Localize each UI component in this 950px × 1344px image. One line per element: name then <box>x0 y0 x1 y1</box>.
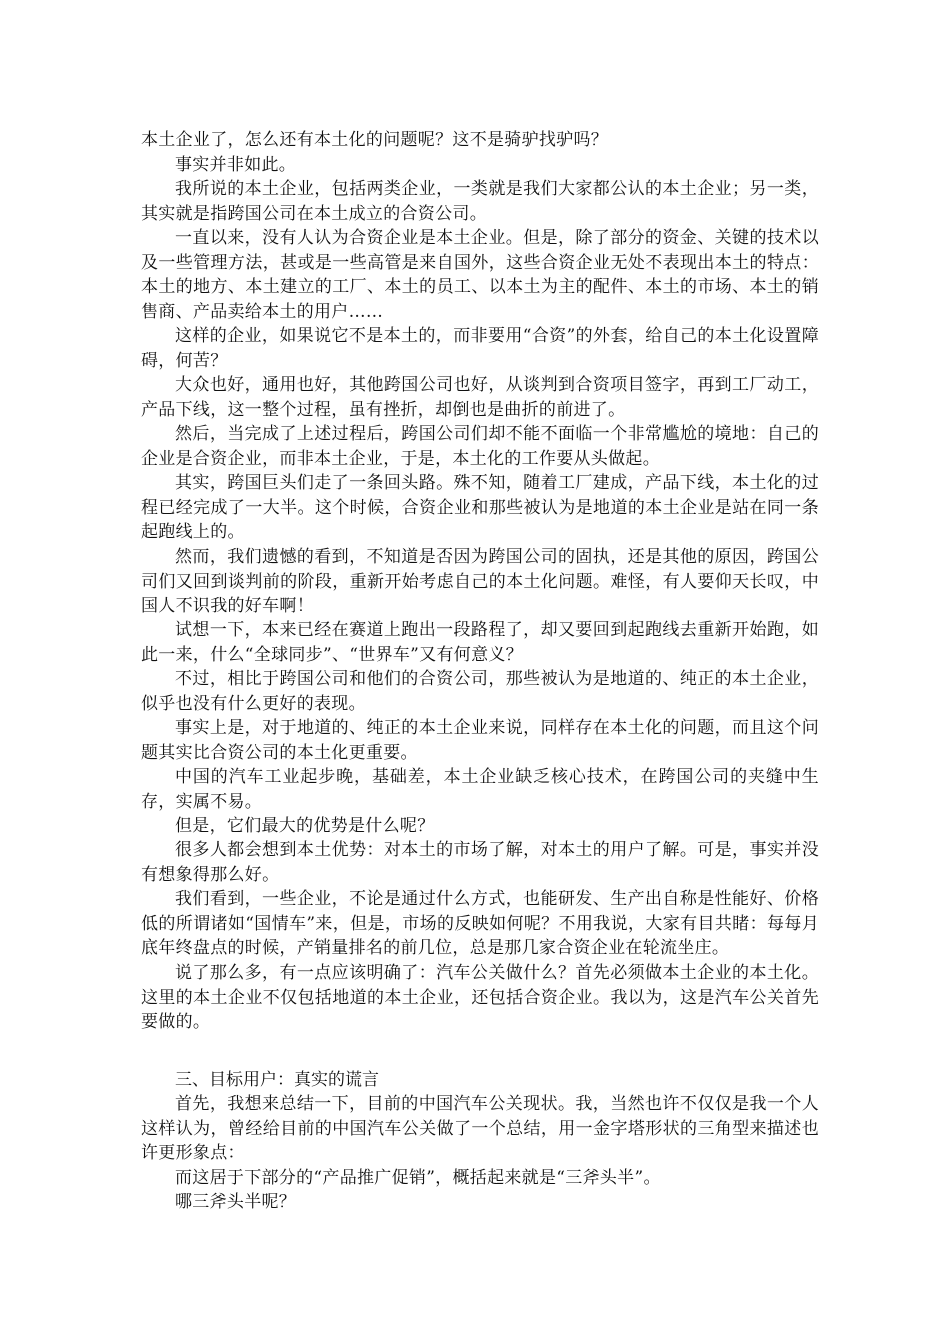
paragraph: 不过，相比于跨国公司和他们的合资公司，那些被认为是地道的、纯正的本土企业，似乎也没有什么更好的表现。 <box>141 669 819 714</box>
paragraph: 然后，当完成了上述过程后，跨国公司们却不能不面临一个非常尴尬的境地：自己的企业是合资企业，而非本土企业，于是，本土化的工作要从头做起。 <box>141 424 819 469</box>
paragraph: 大众也好，通用也好，其他跨国公司也好，从谈判到合资项目签字，再到工厂动工，产品下线，这一整个过程，虽有挫折，却倒也是曲折的前进了。 <box>141 375 819 420</box>
paragraph: 很多人都会想到本土优势：对本土的市场了解，对本土的用户了解。可是，事实并没有想象得那么好。 <box>141 840 819 885</box>
paragraph: 事实并非如此。 <box>175 155 297 175</box>
paragraph: 说了那么多，有一点应该明确了：汽车公关做什么？首先必须做本土企业的本土化。这里的本土企业不仅包括地道的本土企业，还包括合资企业。我以为，这是汽车公关首先要做的。 <box>141 963 819 1032</box>
section-heading: 三、目标用户：真实的谎言 <box>175 1070 379 1090</box>
paragraph: 首先，我想来总结一下，目前的中国汽车公关现状。我，当然也许不仅仅是我一个人这样认为，曾经给目前的中国汽车公关做了一个总结，用一金字塔形状的三角型来描述也许更形象点： <box>141 1094 819 1163</box>
paragraph: 这样的企业，如果说它不是本土的，而非要用“合资”的外套，给自己的本土化设置障碍，何苦？ <box>141 326 819 371</box>
paragraph-continuation: 本土企业了，怎么还有本土化的问题呢？这不是骑驴找驴吗？ <box>141 130 609 150</box>
paragraph: 一直以来，没有人认为合资企业是本土企业。但是，除了部分的资金、关键的技术以及一些管理方法，甚或是一些高管是来自国外，这些合资企业无处不表现出本土的特点：本土的地方、本土建立的工厂、本土的员工、以本土为主的配件、本土的市场、本土的销售商、产品卖给本土的用户…… <box>141 228 819 322</box>
paragraph: 事实上是，对于地道的、纯正的本土企业来说，同样存在本土化的问题，而且这个问题其实比合资公司的本土化更重要。 <box>141 718 819 763</box>
paragraph: 哪三斧头半呢？ <box>175 1192 297 1212</box>
paragraph: 而这居于下部分的“产品推广促销”，概括起来就是“三斧头半”。 <box>175 1168 661 1188</box>
paragraph: 但是，它们最大的优势是什么呢？ <box>175 816 435 836</box>
paragraph: 其实，跨国巨头们走了一条回头路。殊不知，随着工厂建成，产品下线，本土化的过程已经完成了一大半。这个时候，合资企业和那些被认为是地道的本土企业是站在同一条起跑线上的。 <box>141 473 819 542</box>
paragraph: 中国的汽车工业起步晚，基础差，本土企业缺乏核心技术，在跨国公司的夹缝中生存，实属不易。 <box>141 767 819 812</box>
paragraph: 然而，我们遗憾的看到，不知道是否因为跨国公司的固执，还是其他的原因，跨国公司们又回到谈判前的阶段，重新开始考虑自己的本土化问题。难怪，有人要仰天长叹，中国人不识我的好车啊！ <box>141 547 819 616</box>
paragraph: 我所说的本土企业，包括两类企业，一类就是我们大家都公认的本土企业；另一类，其实就是指跨国公司在本土成立的合资公司。 <box>141 179 819 224</box>
paragraph: 试想一下，本来已经在赛道上跑出一段路程了，却又要回到起跑线去重新开始跑，如此一来，什么“全球同步”、“世界车”又有何意义？ <box>141 620 819 665</box>
paragraph: 我们看到，一些企业，不论是通过什么方式，也能研发、生产出自称是性能好、价格低的所谓诸如“国情车”来，但是，市场的反映如何呢？不用我说，大家有目共睹：每每月底年终盘点的时候，产销量排名的前几位，总是那几家合资企业在轮流坐庄。 <box>141 889 819 958</box>
